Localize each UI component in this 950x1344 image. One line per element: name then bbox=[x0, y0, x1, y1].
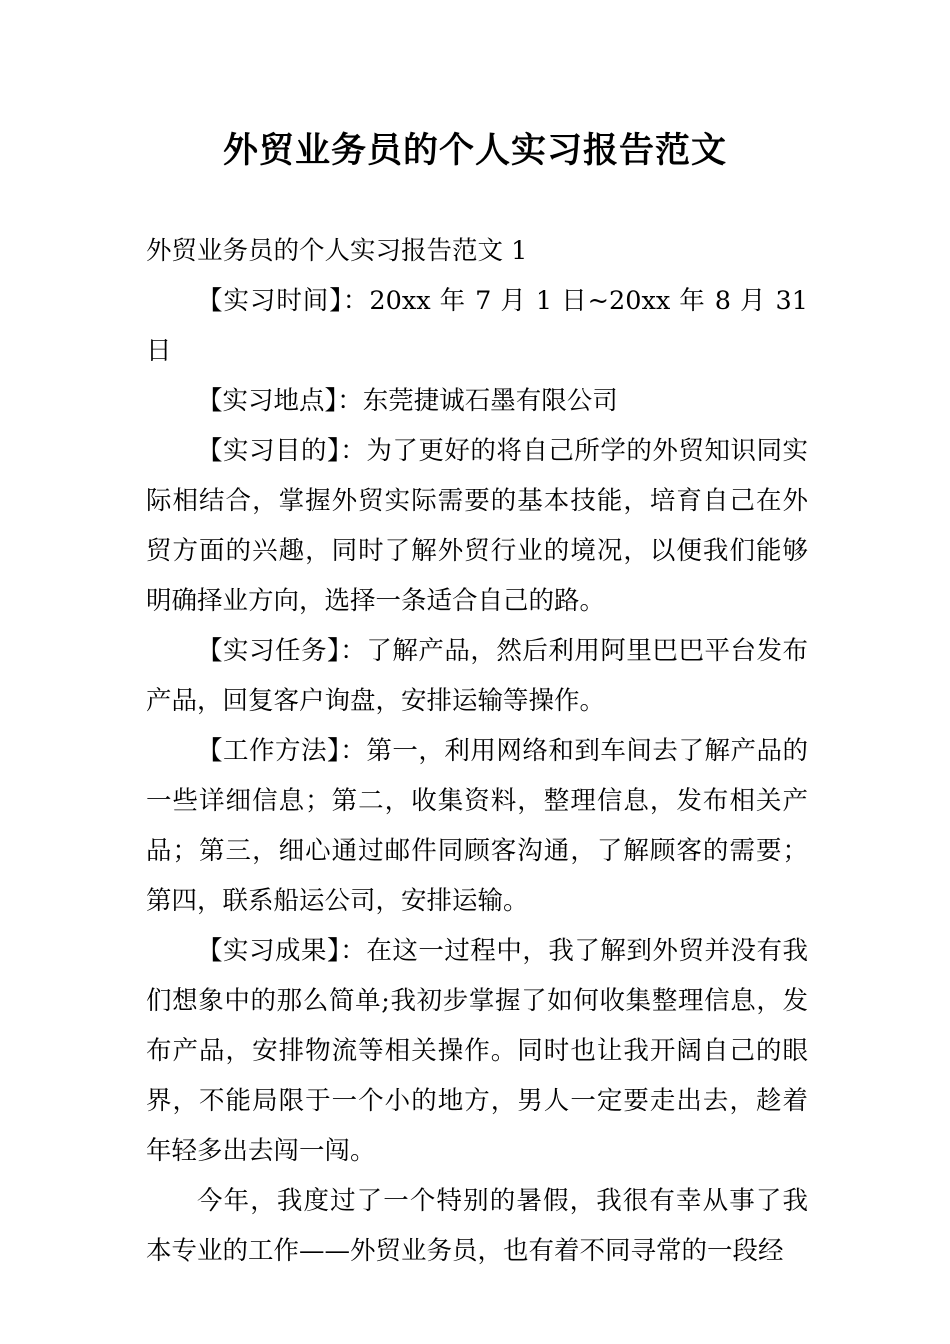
document-title: 外贸业务员的个人实习报告范文 bbox=[222, 130, 727, 171]
paragraph-internship-tasks: 【实习任务】：了解产品，然后利用阿里巴巴平台发布产品，回复客户询盘，安排运输等操作。 bbox=[146, 636, 808, 716]
section-heading: 外贸业务员的个人实习报告范文 1 bbox=[146, 236, 528, 266]
paragraph-summer-intro: 今年，我度过了一个特别的暑假，我很有幸从事了我本专业的工作——外贸业务员，也有着不同寻常的一段经 bbox=[146, 1186, 808, 1266]
document-body bbox=[146, 226, 808, 1276]
paragraph-internship-location: 【实习地点】：东莞捷诚石墨有限公司 bbox=[197, 386, 618, 416]
paragraph-internship-purpose: 【实习目的】：为了更好的将自己所学的外贸知识同实际相结合，掌握外贸实际需要的基本技能，培育自己在外贸方面的兴趣，同时了解外贸行业的境况，以便我们能够明确择业方向，选择一条适合自己的路。 bbox=[146, 436, 808, 616]
paragraph-work-methods: 【工作方法】：第一，利用网络和到车间去了解产品的一些详细信息；第二，收集资料，整理信息，发布相关产品；第三，细心通过邮件同顾客沟通，了解顾客的需要；第四，联系船运公司，安排运输。 bbox=[146, 736, 808, 916]
paragraph-internship-time: 【实习时间】：20xx 年 7 月 1 日~20xx 年 8 月 31 日 bbox=[146, 286, 808, 366]
paragraph-internship-results: 【实习成果】：在这一过程中，我了解到外贸并没有我们想象中的那么简单;我初步掌握了如何收集整理信息，发布产品，安排物流等相关操作。同时也让我开阔自己的眼界，不能局限于一个小的地方，男人一定要走出去，趁着年轻多出去闯一闯。 bbox=[146, 936, 808, 1166]
